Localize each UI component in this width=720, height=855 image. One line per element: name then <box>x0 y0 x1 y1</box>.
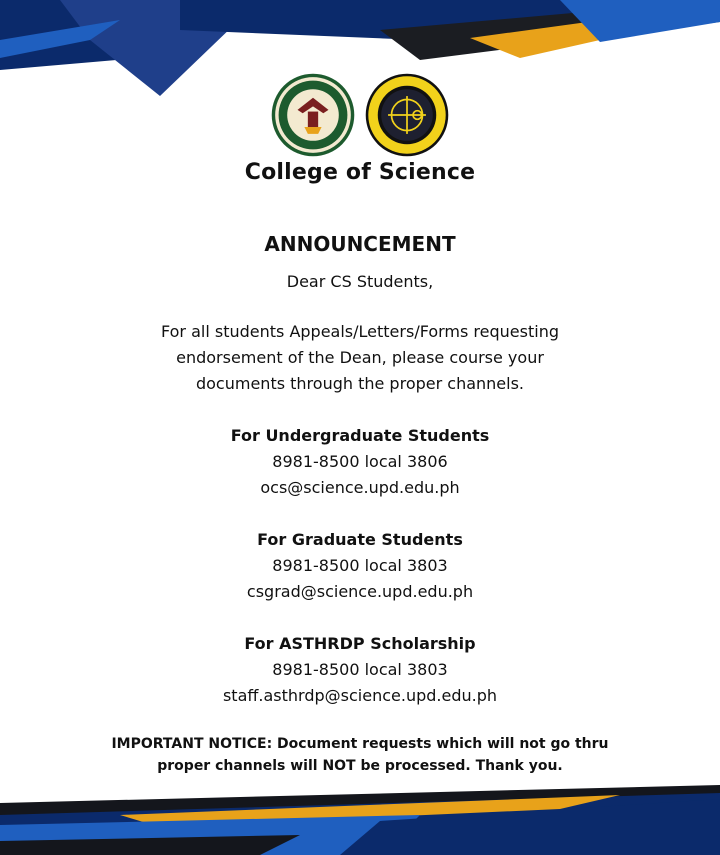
contact-email[interactable]: ocs@science.upd.edu.ph <box>260 478 460 497</box>
contact-email[interactable]: staff.asthrdp@science.upd.edu.ph <box>222 686 498 705</box>
body-line: For all students Appeals/Letters/Forms requesting <box>161 322 559 341</box>
college-name: College of Science <box>244 160 476 185</box>
contact-phone: 8981-8500 local 3803 <box>272 660 448 679</box>
body-line: endorsement of the Dean, please course your <box>176 348 544 367</box>
contact-asthrdp <box>60 631 660 709</box>
contact-undergraduate <box>60 423 660 501</box>
notice-line: IMPORTANT NOTICE: Document requests which will not go thru <box>111 736 609 752</box>
contact-title: For ASTHRDP Scholarship <box>244 634 476 653</box>
up-seal-icon <box>270 72 356 158</box>
announcement-body <box>60 319 660 397</box>
announcement-content <box>60 229 660 777</box>
body-line: documents through the proper channels. <box>195 374 524 393</box>
college-of-science-seal-icon <box>364 72 450 158</box>
announcement-heading: ANNOUNCEMENT <box>264 232 456 256</box>
contact-email[interactable]: csgrad@science.upd.edu.ph <box>246 582 474 601</box>
notice-line: proper channels will NOT be processed. Thank you. <box>157 758 563 774</box>
contact-title: For Graduate Students <box>257 530 463 549</box>
logo-row <box>0 72 720 158</box>
greeting-text: Dear CS Students, <box>286 272 434 291</box>
contact-title: For Undergraduate Students <box>230 426 490 445</box>
contact-graduate <box>60 527 660 605</box>
bottom-decorative-banner <box>0 775 720 855</box>
contact-phone: 8981-8500 local 3806 <box>272 452 448 471</box>
contact-phone: 8981-8500 local 3803 <box>272 556 448 575</box>
important-notice <box>60 733 660 777</box>
